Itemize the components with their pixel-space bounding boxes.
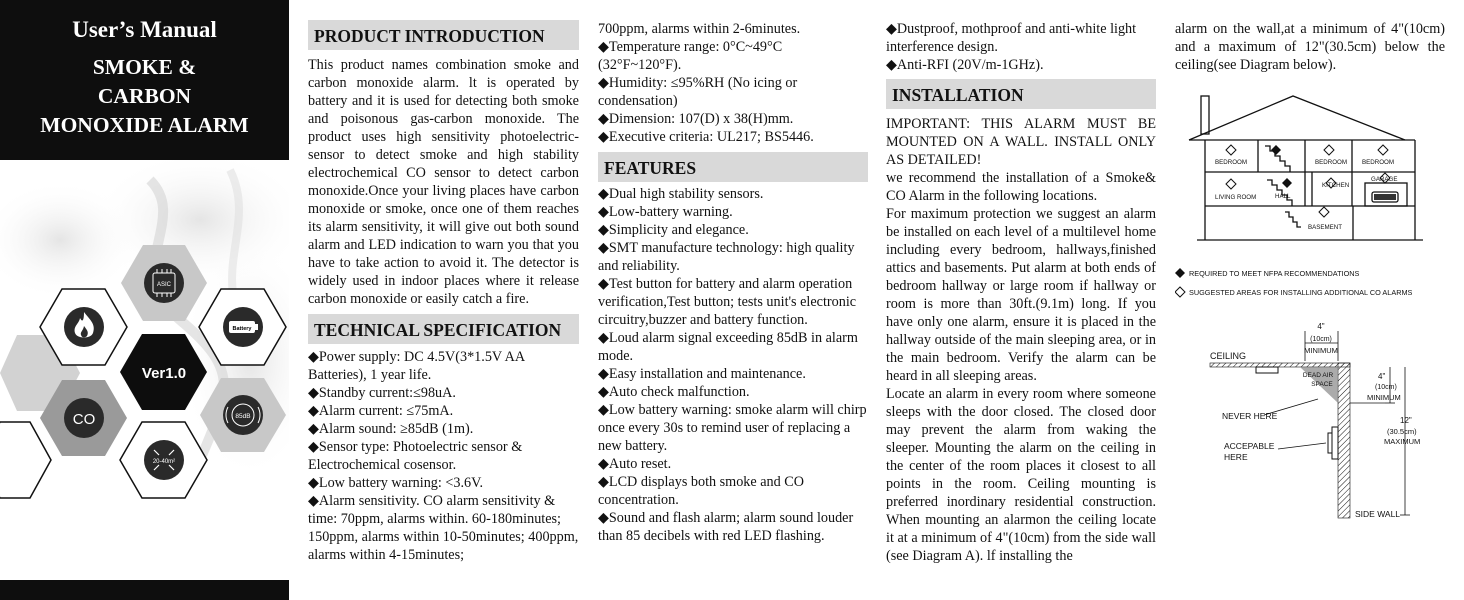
feature-item: ◆Anti-RFI (20V/m-1GHz).	[886, 57, 1044, 73]
acceptable-label-1: ACCEPABLE	[1224, 441, 1275, 451]
room-label-hall: HALL	[1275, 193, 1291, 200]
co-label: CO	[72, 411, 96, 428]
ceiling-alarm	[1256, 367, 1278, 373]
installation-paragraph: we recommend the installation of a Smoke& CO Alarm in the following locations.	[886, 170, 1156, 204]
house-placement-diagram	[1175, 88, 1455, 303]
min-side-cm: (10cm)	[1375, 384, 1397, 391]
side-wall	[1338, 363, 1350, 518]
tech-spec-list	[308, 348, 579, 564]
feature-item: ◆LCD displays both smoke and CO concentration.	[598, 474, 804, 508]
suggested-marker	[1319, 207, 1329, 217]
tech-spec-list-continued	[598, 20, 868, 146]
battery-label: Battery	[232, 326, 252, 332]
max-cm: (30.5cm)	[1387, 427, 1417, 436]
tech-item: ◆Humidity: ≤95%RH (No icing or condensation)	[598, 75, 798, 109]
feature-item: ◆Dustproof, mothproof and anti-white light interference design.	[886, 21, 1137, 55]
wall-alarm	[1332, 427, 1338, 459]
intro-body: This product names combination smoke and carbon monoxide alarm. lt is operated by battery and it is used for detecting both smoke and poisonous gas-carbon monoxide. The product uses high sensitivity photoelectric-sensor to detect smoke and high stability electrochemical CO sensor to detect carbon monoxide.Once your living places have carbon monoxide or smoke, once one of them reaches its alarm sensitivity, it will give out both sound alarm and LED indication to warn you that you have to take action to avoid it. The detector is widely used in indoor places where it release carbon monoxide or easily catch a fire.	[308, 57, 579, 307]
room-label-bedroom-1: BEDROOM	[1215, 159, 1247, 166]
installation-heading: INSTALLATION	[886, 79, 1156, 109]
dead-air-label-1: DEAD AIR	[1302, 372, 1334, 379]
coverage-area-icon	[144, 440, 184, 480]
tech-item: 700ppm, alarms within 2-6minutes.	[598, 21, 801, 37]
column-3	[886, 20, 1156, 565]
sound-85db-icon	[223, 395, 263, 435]
feature-item: ◆Low battery warning: smoke alarm will chirp once every 30s to remind user of replacing a new battery.	[598, 402, 867, 454]
product-title	[0, 53, 289, 140]
tech-item: ◆Power supply: DC 4.5V(3*1.5V AA Batteries), 1 year life.	[308, 349, 525, 383]
co-icon	[64, 398, 104, 438]
ceiling-label: CEILING	[1210, 351, 1247, 361]
never-here-label: NEVER HERE	[1222, 411, 1278, 421]
max-inch: 12"	[1400, 416, 1412, 425]
acceptable-label-2: HERE	[1224, 452, 1248, 462]
hex-left-outline	[0, 422, 51, 498]
min-side-label: MINIMUM	[1367, 393, 1401, 402]
required-marker	[1271, 145, 1281, 155]
room-label-kitchen: KITCHEN	[1322, 182, 1350, 189]
installation-paragraph: Locate an alarm in every room where someone sleeps with the door closed. The closed door may prevent the alarm from waking the sleeper. Mounting the alarm on the ceiling in the center of the room places it closest to all points in the room. Ceiling mounting is preferred inordinary residential construction. When mounting an alarmon the ceiling locate it at a minimum of 4"(10cm) from the side wall (see Diagram A). lf installing the	[886, 386, 1156, 564]
cover-header	[0, 0, 289, 160]
cover-panel	[0, 0, 289, 600]
suggested-marker	[1226, 179, 1236, 189]
feature-item: ◆SMT manufacture technology: high quality and reliability.	[598, 240, 855, 274]
installation-important: IMPORTANT: THIS ALARM MUST BE MOUNTED ON A WALL. INSTALL ONLY AS DETAILED!	[886, 116, 1156, 168]
features-list	[598, 185, 868, 545]
feature-item: ◆Low-battery warning.	[598, 204, 733, 220]
column-4	[1175, 20, 1445, 74]
min-top-label: MINIMUM	[1304, 346, 1338, 355]
feature-item: ◆Easy installation and maintenance.	[598, 366, 806, 382]
tech-item: ◆Alarm sound: ≥85dB (1m).	[308, 421, 474, 437]
feature-item: ◆Dual high stability sensors.	[598, 186, 764, 202]
room-label-basement: BASEMENT	[1308, 224, 1343, 231]
tech-item: ◆Alarm current: ≤75mA.	[308, 403, 454, 419]
asic-chip-icon	[144, 263, 184, 303]
house-chimney	[1201, 96, 1209, 134]
fire-icon	[64, 307, 104, 347]
feature-item: ◆Sound and flash alarm; alarm sound louder than 85 decibels with red LED flashing.	[598, 510, 854, 544]
suggested-marker	[1324, 145, 1334, 155]
features-heading: FEATURES	[598, 152, 868, 182]
min-top-inch: 4"	[1317, 322, 1325, 331]
asic-label: ASIC	[156, 282, 172, 288]
wall-mounting-diagram	[1200, 315, 1445, 525]
tech-item: ◆Executive criteria: UL217; BS5446.	[598, 129, 814, 145]
suggested-marker	[1226, 145, 1236, 155]
tech-item: ◆Alarm sensitivity. CO alarm sensitivity & time: 70ppm, alarms within. 60-180minutes; 150ppm, alarms within 10-50minutes; 400ppm, alarms within 4-15minutes;	[308, 493, 579, 563]
ceiling-line	[1210, 363, 1350, 367]
room-label-bedroom-3: BEDROOM	[1362, 159, 1394, 166]
side-wall-label: SIDE WALL	[1355, 509, 1401, 519]
column-2	[598, 20, 868, 545]
range-label: 20-40m²	[152, 459, 176, 465]
house-roof	[1189, 96, 1405, 140]
room-label-garage: GARAGE	[1371, 176, 1398, 183]
legend-required-text: REQUIRED TO MEET NFPA RECOMMENDATIONS	[1189, 269, 1360, 278]
min-top-cm: (10cm)	[1310, 336, 1332, 343]
tech-item: ◆Standby current:≤98uA.	[308, 385, 456, 401]
cover-footer-bar	[0, 580, 289, 600]
legend-required-icon	[1175, 268, 1185, 278]
room-label-bedroom-2: BEDROOM	[1315, 159, 1347, 166]
feature-item: ◆Auto check malfunction.	[598, 384, 750, 400]
hexagon-icon-cluster	[0, 200, 289, 580]
room-label-living-room: LIVING ROOM	[1215, 194, 1257, 201]
garage-car	[1374, 194, 1396, 200]
feature-item: ◆Simplicity and elegance.	[598, 222, 749, 238]
dead-air-label-2: SPACE	[1311, 381, 1333, 388]
tech-item: ◆Low battery warning: <3.6V.	[308, 475, 484, 491]
product-title-line1: SMOKE &	[92, 55, 197, 79]
installation-continued: alarm on the wall,at a minimum of 4"(10cm) and a maximum of 12"(30.5cm) below the ceiling(see Diagram below).	[1175, 21, 1445, 73]
feature-item: ◆Test button for battery and alarm operation verification,Test button; tests unit's electronic circuitry,buzzer and battery function.	[598, 276, 857, 328]
version-label: Ver1.0	[141, 365, 187, 382]
manual-title: User’s Manual	[72, 17, 217, 42]
legend-suggested-text: SUGGESTED AREAS FOR INSTALLING ADDITIONAL CO ALARMS	[1189, 288, 1413, 297]
product-title-line2: CARBON	[97, 84, 192, 108]
installation-paragraph: For maximum protection we suggest an alarm be installed on each level of a multilevel home including every bedroom, hallways,finished attics and basements. Put alarm at both ends of bedroom hallway or large room if hallway or room is more than 30ft.(9.1m) long. If you have only one alarm, ensure it is placed in the hallway outside of the main sleeping area, or in the main bedroom. Verify the alarm can be heard in all sleeping areas.	[886, 206, 1156, 384]
intro-heading: PRODUCT INTRODUCTION	[308, 20, 579, 50]
min-side-inch: 4"	[1378, 372, 1386, 381]
tech-item: ◆Sensor type: Photoelectric sensor & Electrochemical cosensor.	[308, 439, 523, 473]
max-label: MAXIMUM	[1384, 437, 1421, 446]
tech-heading: TECHNICAL SPECIFICATION	[308, 314, 579, 344]
product-title-line3: MONOXIDE ALARM	[40, 113, 249, 137]
db-label: 85dB	[235, 413, 251, 420]
tech-item: ◆Temperature range: 0°C~49°C (32°F~120°F).	[598, 39, 783, 73]
features-list-continued	[886, 20, 1156, 74]
suggested-marker	[1378, 145, 1388, 155]
feature-item: ◆Loud alarm signal exceeding 85dB in alarm mode.	[598, 330, 858, 364]
tech-item: ◆Dimension: 107(D) x 38(H)mm.	[598, 111, 794, 127]
column-1	[308, 20, 579, 564]
required-marker	[1282, 178, 1292, 188]
legend-suggested-icon	[1175, 287, 1185, 297]
battery-icon	[223, 307, 263, 347]
feature-item: ◆Auto reset.	[598, 456, 672, 472]
